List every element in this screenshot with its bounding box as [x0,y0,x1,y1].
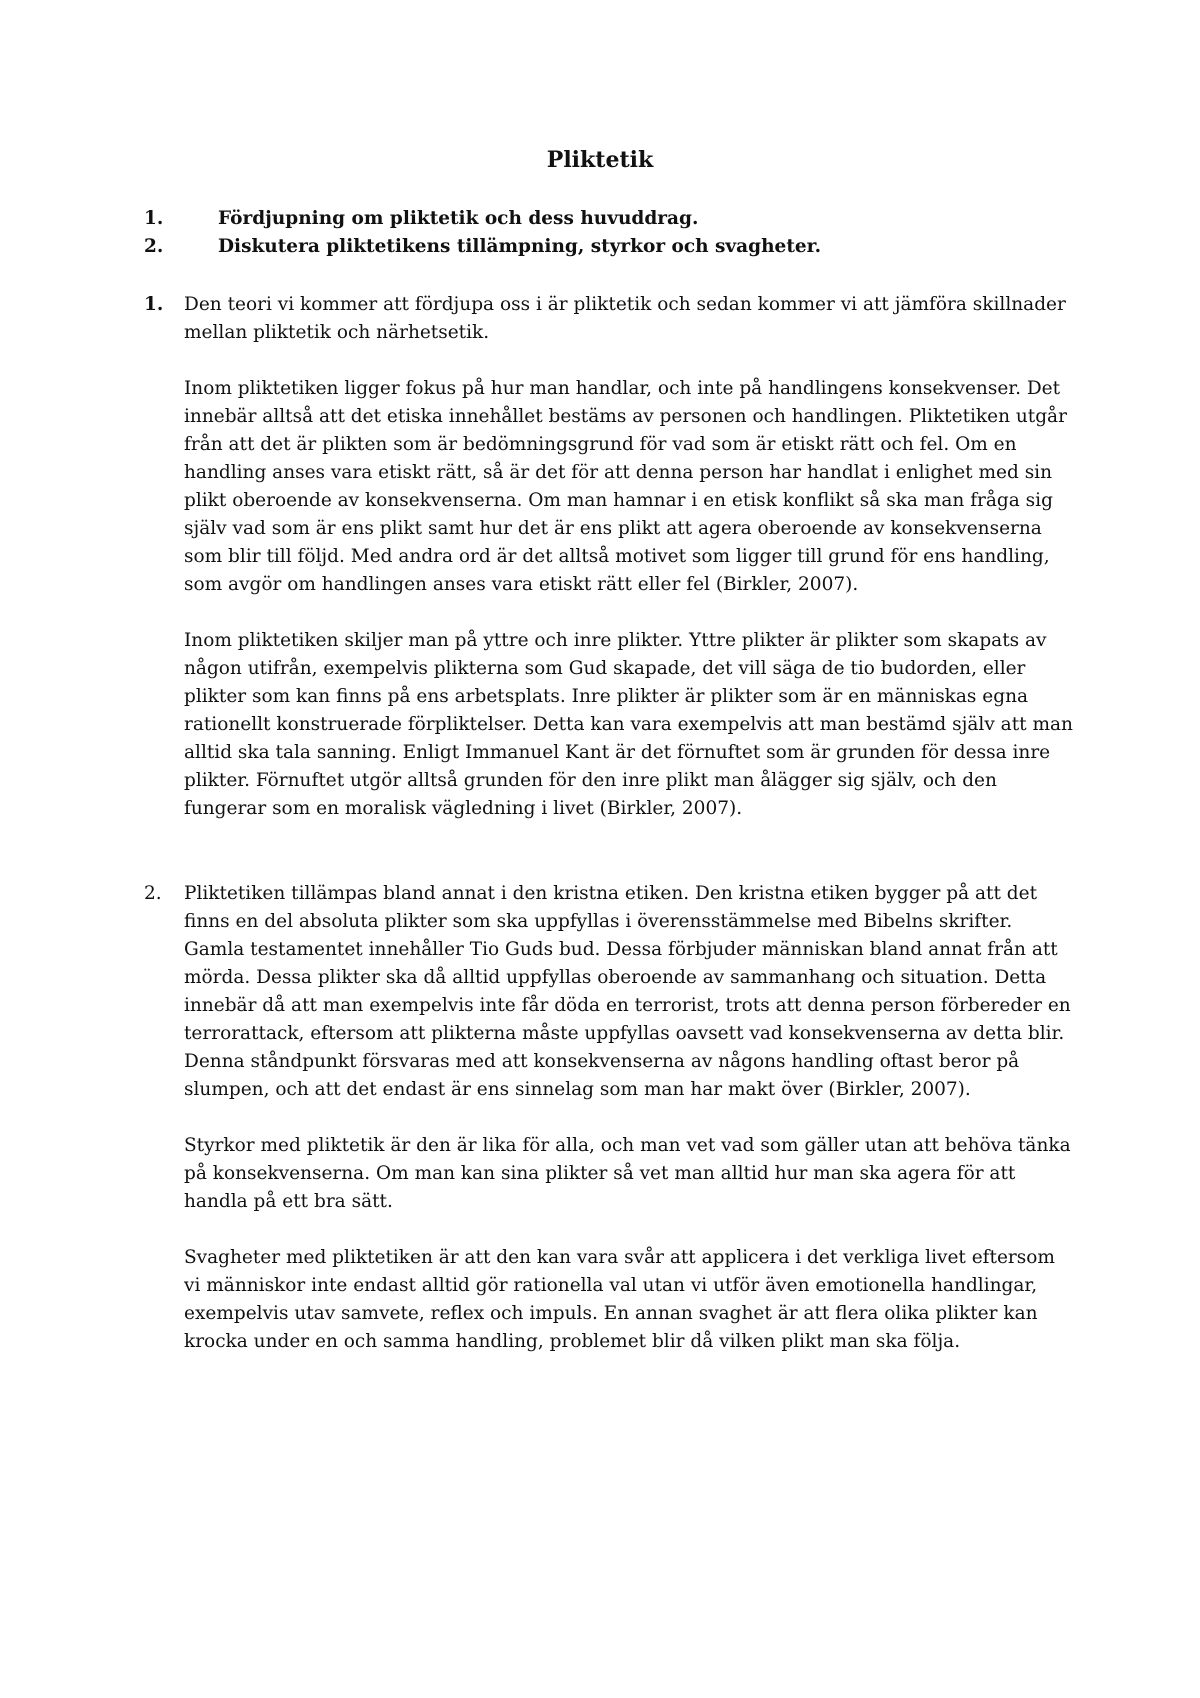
toc-item-text: Diskutera pliktetikens tillämpning, styrkor och svagheter. [218,236,822,257]
toc-item-text: Fördjupning om pliktetik och dess huvuddrag. [218,208,699,229]
paragraph: Inom pliktetiken skiljer man på yttre och inre plikter. Yttre plikter är plikter som skapats av någon utifrån, exempelvis plikterna som Gud skapade, det vill säga de tio budorden, eller plikter som kan finns på ens arbetsplats. Inre plikter är plikter som är en människas egna rationellt konstruerade förpliktelser. Detta kan vara exempelvis att man bestämd själv att man alltid ska tala sanning. Enligt Immanuel Kant är det förnuftet som är grunden för dessa inre plikter. Förnuftet utgör alltså grunden för den inre plikt man ålägger sig själv, och den fungerar som en moralisk vägledning i livet (Birkler, 2007). [184,630,1073,819]
toc-item-number: 1. [144,208,164,229]
table-of-contents [144,205,1044,261]
document-title: Pliktetik [546,147,654,173]
section-body [184,880,1074,1356]
toc-item [144,205,1044,233]
section-1 [144,291,1074,823]
paragraph: Styrkor med pliktetik är den är lika för alla, och man vet vad som gäller utan att behöva tänka på konsekvenserna. Om man kan sina plikter så vet man alltid hur man ska agera för att handla på ett bra sätt. [184,1135,1071,1212]
section-number: 2. [144,883,162,904]
toc-item [144,233,1044,261]
section-number: 1. [144,294,164,315]
toc-item-number: 2. [144,236,164,257]
paragraph: Den teori vi kommer att fördjupa oss i är pliktetik och sedan kommer vi att jämföra skillnader mellan pliktetik och närhetsetik. [184,294,1066,343]
section-body [184,291,1074,823]
section-2 [144,880,1074,1356]
paragraph: Svagheter med pliktetiken är att den kan vara svår att applicera i det verkliga livet eftersom vi människor inte endast alltid gör rationella val utan vi utför även emotionella handlingar, exempelvis utav samvete, reflex och impuls. En annan svaghet är att flera olika plikter kan krocka under en och samma handling, problemet blir då vilken plikt man ska följa. [184,1247,1055,1352]
paragraph: Pliktetiken tillämpas bland annat i den kristna etiken. Den kristna etiken bygger på att det finns en del absoluta plikter som ska uppfyllas i överensstämmelse med Bibelns skrifter. Gamla testamentet innehåller Tio Guds bud. Dessa förbjuder människan bland annat från att mörda. Dessa plikter ska då alltid uppfyllas oberoende av sammanhang och situation. Detta innebär då att man exempelvis inte får döda en terrorist, trots att denna person förbereder en terrorattack, eftersom att plikterna måste uppfyllas oavsett vad konsekvenserna av detta blir. Denna ståndpunkt försvaras med att konsekvenserna av någons handling oftast beror på slumpen, och att det endast är ens sinnelag som man har makt över (Birkler, 2007). [184,883,1071,1100]
paragraph: Inom pliktetiken ligger fokus på hur man handlar, och inte på handlingens konsekvenser. Det innebär alltså att det etiska innehållet bestäms av personen och handlingen. Pliktetiken utgår från att det är plikten som är bedömningsgrund för vad som är etiskt rätt och fel. Om en handling anses vara etiskt rätt, så är det för att denna person har handlat i enlighet med sin plikt oberoende av konsekvenserna. Om man hamnar i en etisk konflikt så ska man fråga sig själv vad som är ens plikt samt hur det är ens plikt att agera oberoende av konsekvenserna som blir till följd. Med andra ord är det alltså motivet som ligger till grund för ens handling, som avgör om handlingen anses vara etiskt rätt eller fel (Birkler, 2007). [184,378,1067,595]
